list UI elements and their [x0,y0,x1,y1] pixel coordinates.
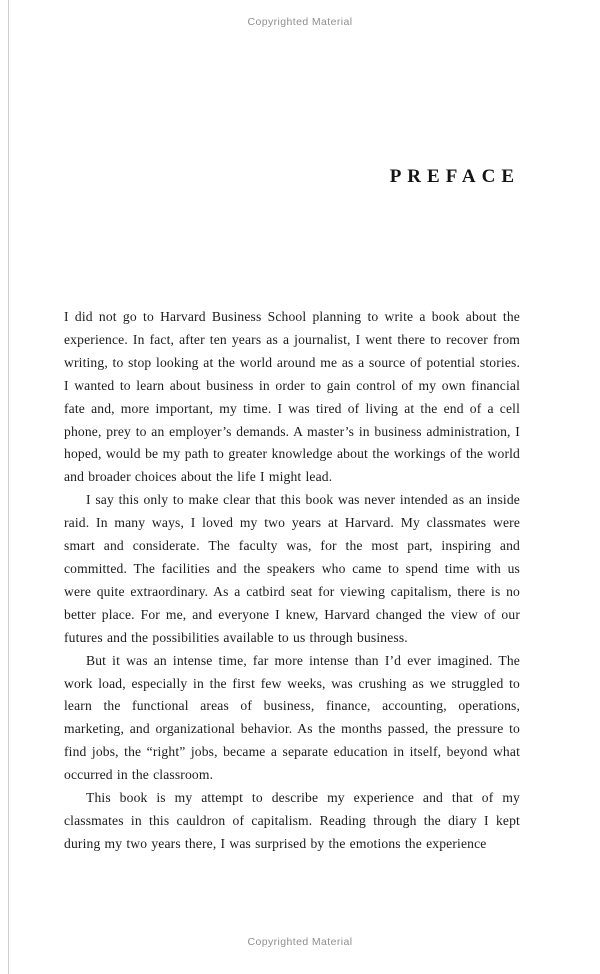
body-text [64,306,520,856]
page-edge-line [8,0,9,974]
copyright-notice-bottom: Copyrighted Material [247,936,353,948]
paragraph-1: I did not go to Harvard Business School planning to write a book about the experience. In fact, after ten years as a journalist, I went there to recover from writing, to stop looking at the world around me as a source of potential stories. I wanted to learn about business in order to gain control of my own financial fate and, more important, my time. I was tired of living at the end of a cell phone, prey to an employer’s demands. A master’s in business administration, I hoped, would be my path to greater knowledge about the workings of the world and broader choices about the life I might lead. [64,309,520,485]
paragraph-3: But it was an intense time, far more intense than I’d ever imagined. The work load, especially in the first few weeks, was crushing as we struggled to learn the functional areas of business, finance, accounting, operations, marketing, and organizational behavior. As the months passed, the pressure to find jobs, the “right” jobs, became a separate education in itself, beyond what occurred in the classroom. [64,652,520,783]
copyright-notice-top: Copyrighted Material [247,16,353,28]
paragraph-4: This book is my attempt to describe my experience and that of my classmates in this cauldron of capitalism. Reading through the diary I kept during my two years there, I was surprised by the emotions the experience [64,790,520,851]
preface-title: PREFACE [389,166,520,187]
paragraph-2: I say this only to make clear that this book was never intended as an inside raid. In many ways, I loved my two years at Harvard. My classmates were smart and considerate. The faculty was, for the most part, inspiring and committed. The facilities and the speakers who came to spend time with us were quite extraordinary. As a catbird seat for viewing capitalism, there is no better place. For me, and everyone I knew, Harvard changed the view of our futures and the possibilities available to us through business. [64,492,520,645]
